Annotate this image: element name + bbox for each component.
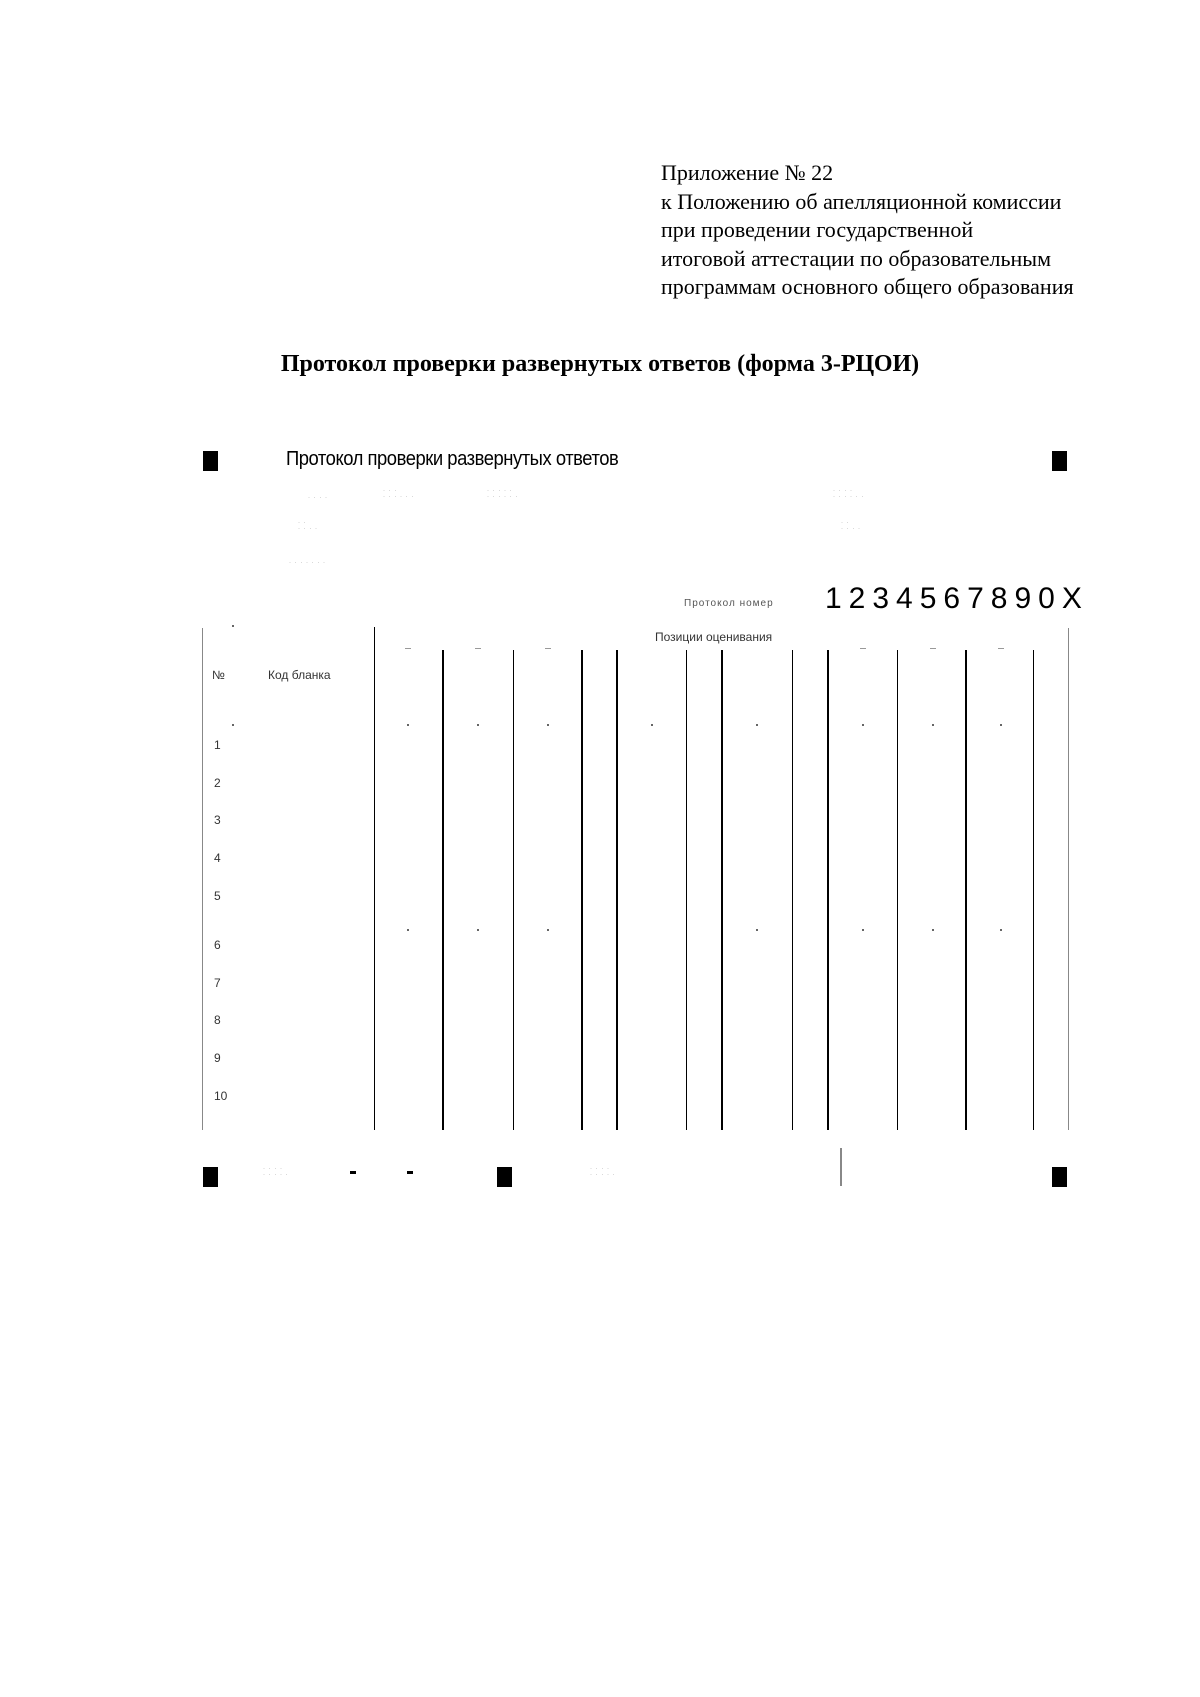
row-number: 9	[214, 1051, 221, 1065]
serial-number: 1234567890X	[825, 582, 1089, 615]
grid-dot	[862, 724, 864, 726]
top-left-marker	[203, 451, 218, 471]
grid-dot	[547, 929, 549, 931]
grid-dot	[862, 929, 864, 931]
faint-field: · · · · · · ·	[289, 560, 326, 566]
signature-bar	[840, 1148, 842, 1186]
serial-label: Протокол номер	[684, 598, 774, 609]
grid-dot	[232, 625, 234, 627]
faint-field: · · · ·	[308, 495, 328, 501]
bottom-right-marker	[1052, 1167, 1067, 1187]
grid-dot	[407, 724, 409, 726]
column-line	[965, 650, 967, 1130]
appendix-line: Приложение № 22	[661, 160, 834, 185]
row-number: 6	[214, 938, 221, 952]
table-left-border	[202, 628, 203, 1130]
grid-dot	[756, 929, 758, 931]
column-line	[827, 650, 829, 1130]
form-title: Протокол проверки развернутых ответов	[286, 448, 619, 470]
column-line	[581, 650, 583, 1130]
grid-dot	[232, 724, 234, 726]
appendix-line: программам основного общего образования	[661, 274, 1074, 299]
grid-dot	[1000, 929, 1002, 931]
row-number: 2	[214, 776, 221, 790]
table-divider	[374, 627, 375, 1130]
column-line	[616, 650, 618, 1130]
table-right-border	[1068, 628, 1069, 1130]
top-right-marker	[1052, 451, 1067, 471]
grid-dot	[547, 724, 549, 726]
column-line	[686, 650, 687, 1130]
faint-field: · · · · · ·	[841, 520, 861, 532]
grid-tick	[405, 648, 411, 649]
faint-field: · · · · · · · · ·	[383, 488, 415, 500]
header-criteria: Позиции оценивания	[655, 630, 773, 644]
column-line	[897, 650, 898, 1130]
grid-dot	[407, 929, 409, 931]
column-line	[1033, 650, 1034, 1130]
grid-tick	[475, 648, 481, 649]
bottom-left-marker	[203, 1167, 218, 1187]
grid-tick	[860, 648, 866, 649]
faint-field: · · · · · · · · ·	[263, 1166, 289, 1178]
grid-dot	[477, 929, 479, 931]
grid-tick	[545, 648, 551, 649]
appendix-line: при проведении государственной	[661, 217, 974, 242]
grid-dot	[932, 724, 934, 726]
bottom-center-marker	[497, 1167, 512, 1187]
grid-tick	[930, 648, 936, 649]
column-line	[513, 650, 514, 1130]
grid-tick	[998, 648, 1004, 649]
header-number: №	[212, 668, 225, 682]
column-line	[792, 650, 793, 1130]
faint-field: · · · · · ·	[298, 520, 318, 532]
row-number: 1	[214, 738, 221, 752]
grid-dot	[932, 929, 934, 931]
row-number: 3	[214, 813, 221, 827]
grid-dot	[1000, 724, 1002, 726]
dash-mark	[350, 1171, 356, 1174]
grid-dot	[477, 724, 479, 726]
row-number: 7	[214, 976, 221, 990]
appendix-line: к Положению об апелляционной комиссии	[661, 188, 1062, 214]
grid-dot	[756, 724, 758, 726]
faint-field: · · · · · · · · · ·	[833, 488, 865, 500]
row-number: 8	[214, 1013, 221, 1027]
faint-field: · · · · · · · · · · ·	[487, 488, 519, 500]
row-number: 10	[214, 1089, 228, 1103]
header-blank-code: Код бланка	[268, 668, 331, 682]
dash-mark	[407, 1171, 413, 1174]
grid-dot	[651, 724, 653, 726]
appendix-line: итоговой аттестации по образовательным	[661, 245, 1052, 271]
row-number: 4	[214, 851, 221, 865]
faint-field: · · · · · · · · ·	[590, 1166, 616, 1178]
column-line	[442, 650, 444, 1130]
row-number: 5	[214, 889, 221, 903]
column-line	[721, 650, 723, 1130]
document-title: Протокол проверки развернутых ответов (форма 3-РЦОИ)	[280, 351, 920, 377]
